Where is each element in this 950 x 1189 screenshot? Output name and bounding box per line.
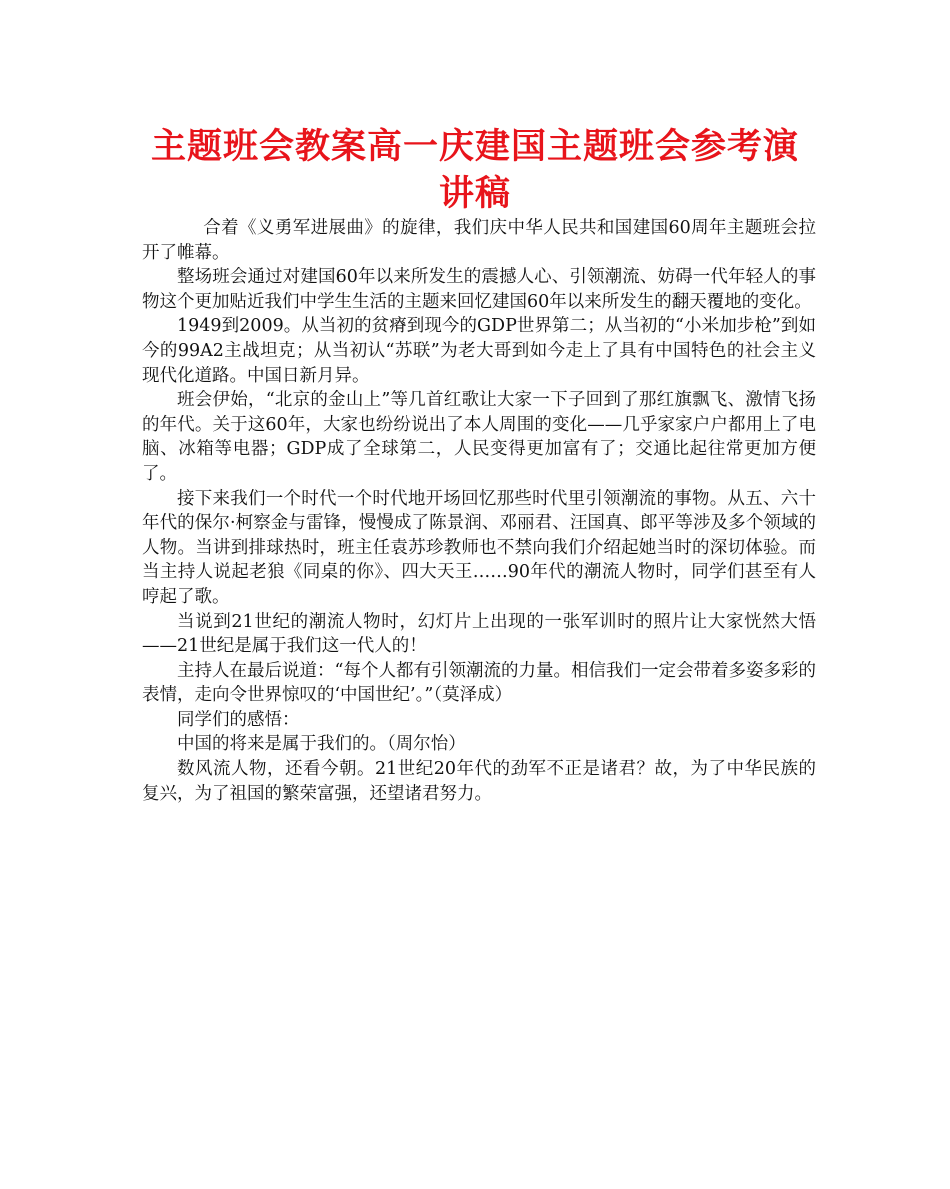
paragraph-3: 1949到2009。从当初的贫瘠到现今的GDP世界第二；从当初的“小米加步枪”到如今的99A2主战坦克；从当初认“苏联”为老大哥到如今走上了具有中国特色的社会主义现代化道路。中国日新月异。 — [142, 316, 816, 386]
paragraph-10: 数风流人物，还看今朝。21世纪20年代的劲军不正是诸君？故，为了中华民族的复兴，为了祖国的繁荣富强，还望诸君努力。 — [142, 759, 816, 804]
document-title: 主题班会教案高一庆建国主题班会参考演讲稿 — [150, 127, 799, 214]
paragraph-9: 中国的将来是属于我们的。（周尔怡） — [177, 734, 466, 755]
paragraph-6: 当说到21世纪的潮流人物时，幻灯片上出现的一张军训时的照片让大家恍然大悟——21世纪是属于我们这一代人的！ — [142, 611, 816, 657]
paragraph-5: 接下来我们一个时代一个时代地开场回忆那些时代里引领潮流的事物。从五、六十年代的保尔·柯察金与雷锋，慢慢成了陈景润、邓丽君、汪国真、郎平等涉及多个领域的人物。当讲到排球热时，班主任袁苏珍教师也不禁向我们介绍起她当时的深切体验。而当主持人说起老狼《同桌的你》、四大天王……90年代的潮流人物时，同学们甚至有人哼起了歌。 — [142, 488, 816, 607]
paragraph-4: 班会伊始，“北京的金山上”等几首红歌让大家一下子回到了那红旗飘飞、激情飞扬的年代。关于这60年，大家也纷纷说出了本人周围的变化——几乎家家户户都用上了电脑、冰箱等电器；GDP成了全球第二，人民变得更加富有了；交通比起往常更加方便了。 — [142, 390, 816, 484]
paragraph-8: 同学们的感悟： — [177, 709, 300, 730]
document-body — [142, 216, 816, 806]
paragraph-7: 主持人在最后说道：“每个人都有引领潮流的力量。相信我们一定会带着多姿多彩的表情，走向令世界惊叹的‘中国世纪’。”（莫泽成） — [142, 660, 816, 706]
paragraph-1: 合着《义勇军进展曲》的旋律，我们庆中华人民共和国建国60周年主题班会拉开了帷幕。 — [142, 218, 816, 263]
paragraph-2: 整场班会通过对建国60年以来所发生的震撼人心、引领潮流、妨碍一代年轻人的事物这个更加贴近我们中学生生活的主题来回忆建国60年以来所发生的翻天覆地的变化。 — [142, 267, 816, 312]
